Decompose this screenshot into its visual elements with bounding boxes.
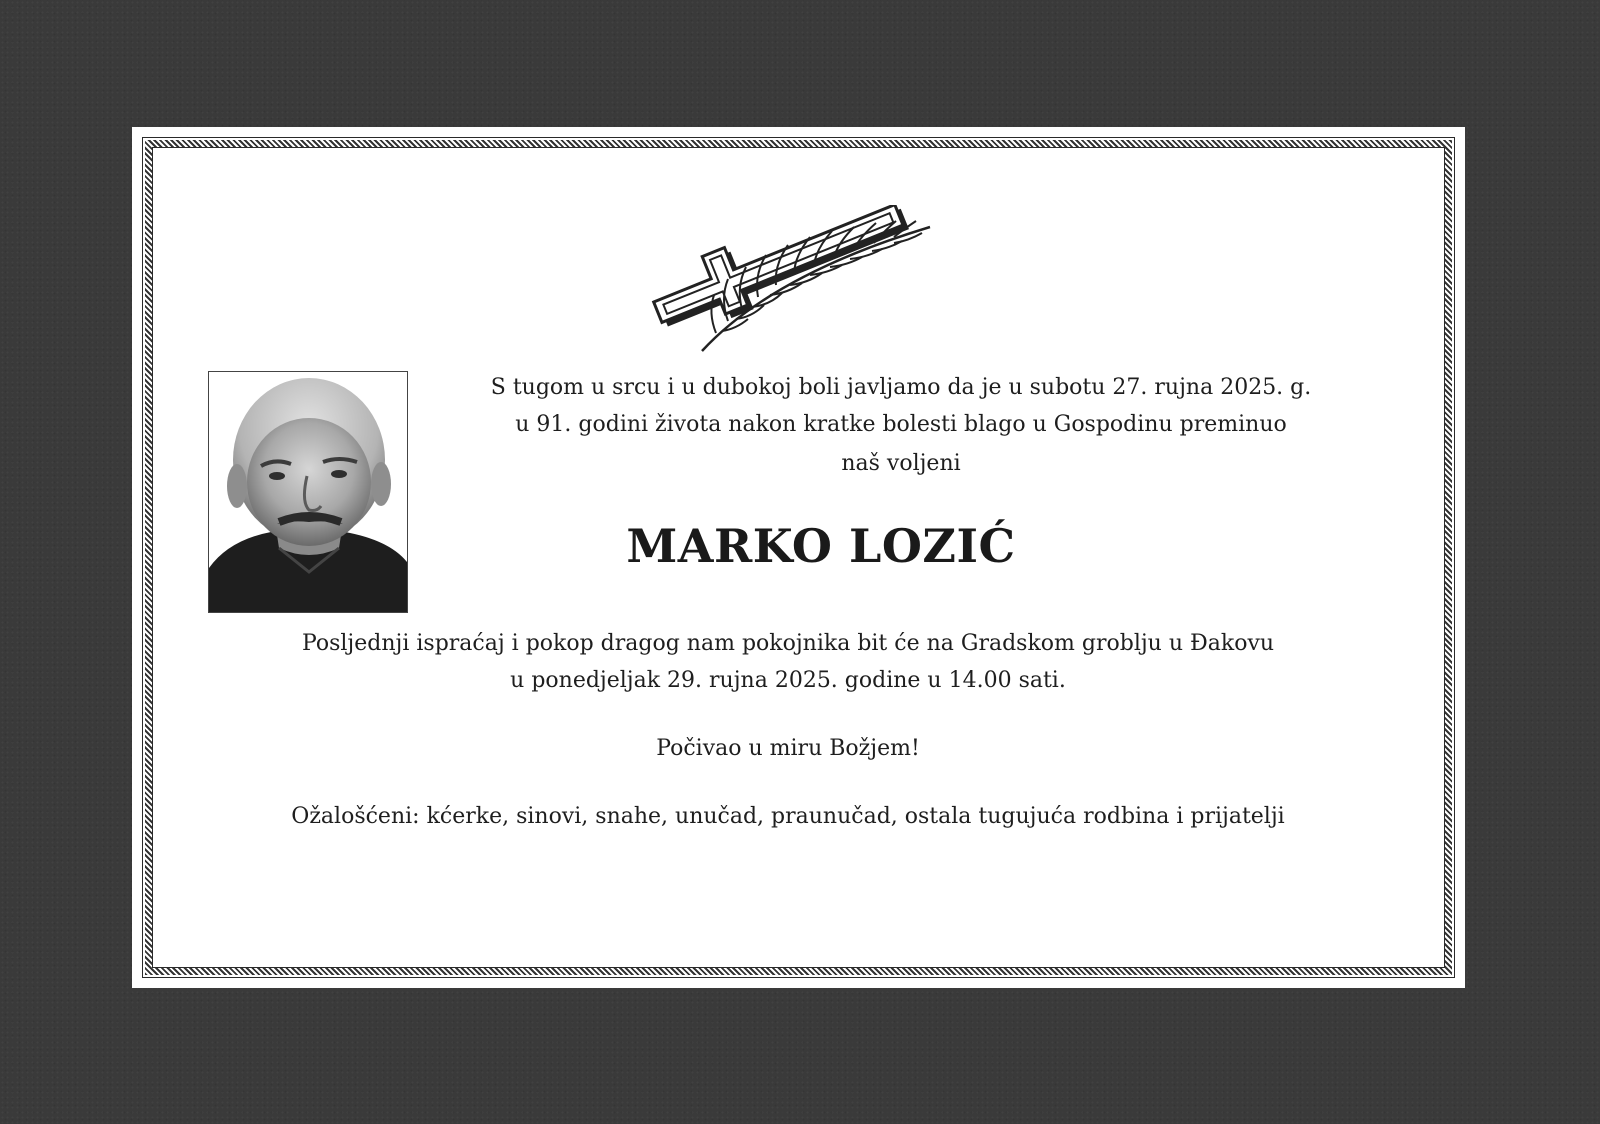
- intro-line-2: u 91. godini života nakon kratke bolesti blago u Gospodinu preminuo: [515, 412, 1287, 437]
- intro-line-1: S tugom u srcu i u dubokoj boli javljamo da je u subotu 27. rujna 2025. g.: [490, 375, 1312, 400]
- cross-with-palm-branch-icon: [632, 205, 942, 353]
- portrait-photo-icon: [208, 371, 408, 613]
- funeral-line-1: Posljednji ispraćaj i pokop dragog nam pokojnika bit će na Gradskom groblju u Đakovu: [301, 631, 1275, 656]
- blessing-line: Počivao u miru Božjem!: [656, 736, 920, 761]
- mourners-line: Ožalošćeni: kćerke, sinovi, snahe, unučad, praunučad, ostala tugujuća rodbina i prijatelji: [291, 804, 1285, 829]
- funeral-line-2: u ponedjeljak 29. rujna 2025. godine u 14.00 sati.: [510, 668, 1066, 693]
- intro-line-3: naš voljeni: [841, 451, 961, 476]
- portrait-silhouette: [209, 372, 407, 612]
- obituary-card: [132, 127, 1465, 988]
- deceased-name: MARKO LOZIĆ: [626, 519, 1016, 573]
